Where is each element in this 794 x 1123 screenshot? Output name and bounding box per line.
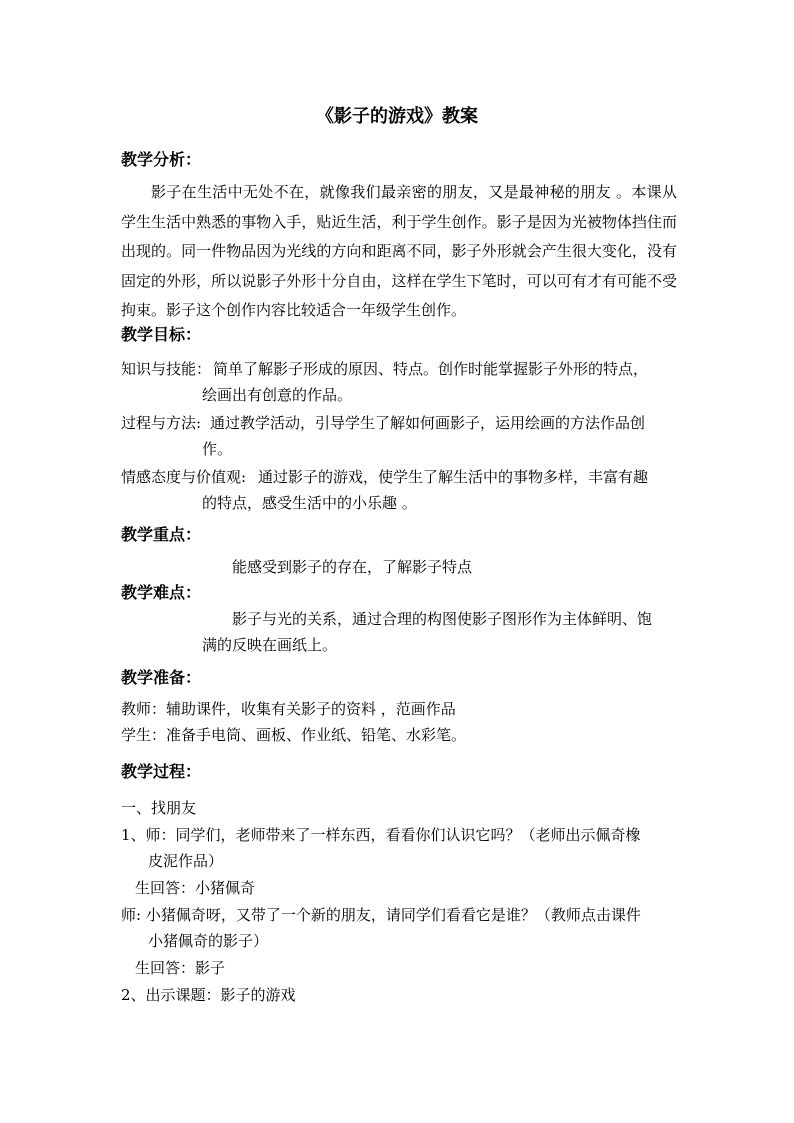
emotion-text-line1: 通过影子的游戏，使学生了解生活中的事物多样，丰富有趣 (258, 468, 649, 486)
process-item1-line2: 皮泥作品） (148, 852, 224, 870)
objectives-heading: 教学目标： (121, 325, 202, 344)
knowledge-text-line2: 绘画出有创意的作品。 (202, 386, 353, 404)
process-item1-line1: 1、师：同学们，老师带来了一样东西，看看你们认识它吗？（老师出示佩奇橡 (121, 826, 641, 844)
analysis-heading: 教学分析： (121, 150, 202, 169)
analysis-paragraph: 影子在生活中无处不在，就像我们最亲密的朋友，又是最神秘的朋友 。本课从学生生活中熟悉的事物入手，贴近生活，利于学生创作。影子是因为光被物体挡住而出现的。同一件物品因为光线的方向和距离不同，影子外形就会产生很大变化，没有固定的外形，所以说影子外形十分自由，这样在学生下笔时，可以可有才有可能不受拘束。影子这个创作内容比较适合一年级学生创作。 (121, 183, 677, 320)
process-teacher2-line1: 师: 小猪佩奇呀，又带了一个新的朋友，请同学们看看它是谁？（教师点击课件 (121, 906, 641, 924)
process-method-text-line2: 作。 (202, 440, 233, 458)
document-title: 《影子的游戏》教案 (316, 106, 478, 127)
process-section-find-friends: 一、找朋友 (121, 799, 197, 817)
process-teacher2-line2: 小猪佩奇的影子） (148, 932, 269, 950)
difficulties-text-line2: 满的反映在画纸上。 (202, 636, 338, 654)
emotion-label: 情感态度与价值观: (121, 468, 247, 486)
emotion-text-line2: 的特点，感受生活中的小乐趣 。 (202, 494, 417, 512)
process-heading: 教学过程： (121, 762, 202, 781)
key-points-text: 能感受到影子的存在，了解影子特点 (232, 558, 473, 576)
preparation-teacher: 教师：辅助课件，收集有关影子的资料 ，范画作品 (121, 700, 456, 718)
difficulties-text-line1: 影子与光的关系，通过合理的构图使影子图形作为主体鲜明、饱 (232, 610, 653, 628)
preparation-heading: 教学准备： (121, 668, 202, 687)
key-points-heading: 教学重点： (121, 525, 202, 544)
process-answer2: 生回答：影子 (135, 959, 226, 977)
difficulties-heading: 教学难点： (121, 583, 202, 602)
process-method-text-line1: 通过教学活动，引导学生了解如何画影子，运用绘画的方法作品创 (210, 414, 646, 432)
process-method-label: 过程与方法: (121, 414, 202, 432)
process-item2: 2、出示课题：影子的游戏 (121, 986, 296, 1004)
preparation-student: 学生：准备手电筒、画板、作业纸、铅笔、水彩笔。 (121, 726, 467, 744)
knowledge-label: 知识与技能： (121, 360, 212, 378)
knowledge-text-line1: 简单了解影子形成的原因、特点。创作时能掌握影子外形的特点， (213, 360, 649, 378)
process-answer1: 生回答：小猪佩奇 (135, 879, 256, 897)
